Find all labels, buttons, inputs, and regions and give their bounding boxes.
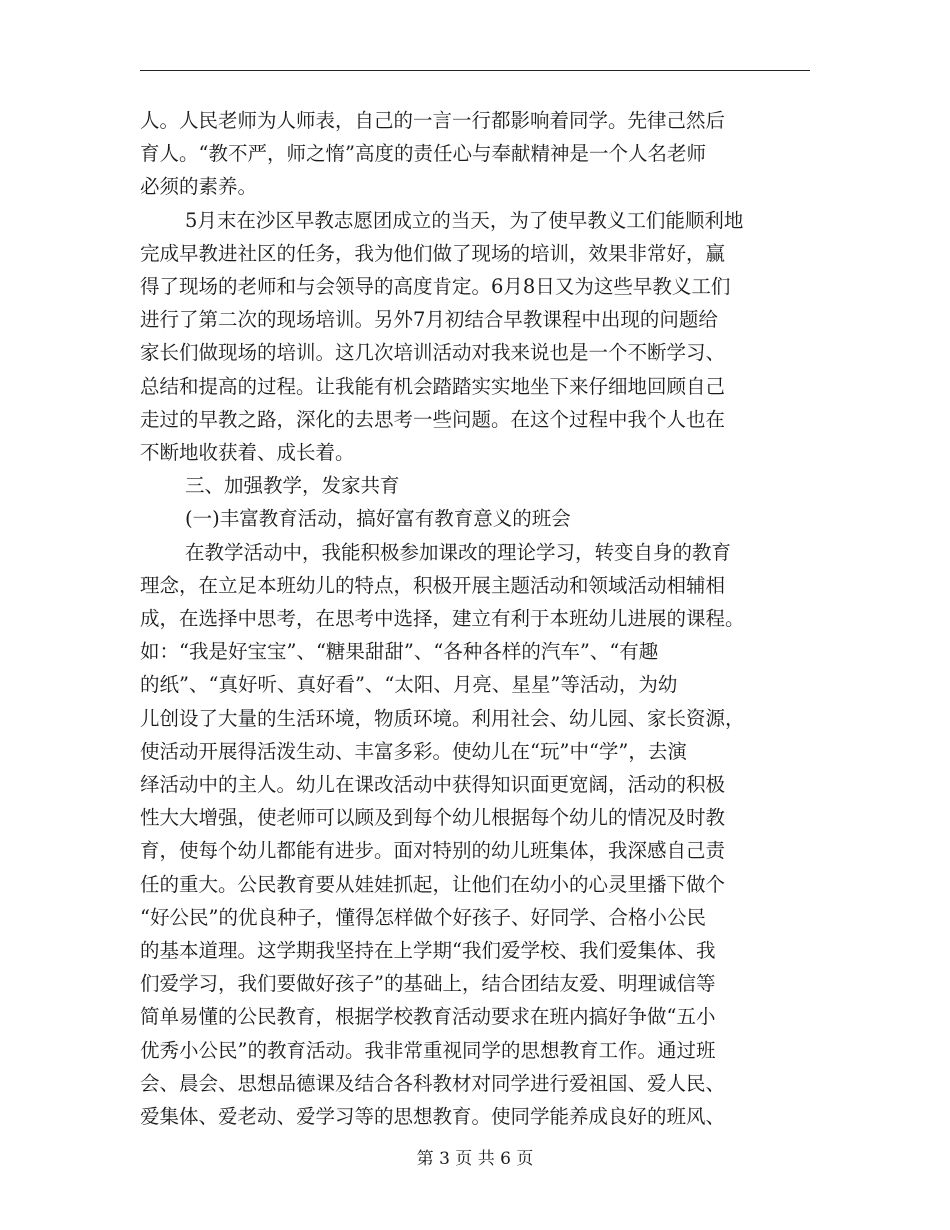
text-line: 育，使每个幼儿都能有进步。面对特别的幼儿班集体，我深感自己责 bbox=[140, 839, 726, 863]
text-line: 5月末在沙区早教志愿团成立的当天，为了使早教义工们能顺利地 bbox=[185, 208, 744, 232]
text-line: 育人。“教不严，师之惰”高度的责任心与奉献精神是一个人名老师 bbox=[140, 142, 706, 166]
text-line: 三、加强教学，发家共育 bbox=[185, 474, 400, 498]
text-line: 的基本道理。这学期我坚持在上学期“我们爱学校、我们爱集体、我 bbox=[140, 939, 716, 963]
text-line: 使活动开展得活泼生动、丰富多彩。使幼儿在“玩”中“学”，去演 bbox=[140, 739, 687, 763]
text-line: 进行了第二次的现场培训。另外7月初结合早教课程中出现的问题给 bbox=[140, 308, 718, 332]
page-footer: 第 3 页 共 6 页 bbox=[416, 1149, 534, 1169]
text-line: 会、晨会、思想品德课及结合各科教材对同学进行爱祖国、爱人民、 bbox=[140, 1071, 726, 1095]
text-line: 不断地收获着、成长着。 bbox=[140, 441, 355, 465]
text-line: 优秀小公民”的教育活动。我非常重视同学的思想教育工作。通过班 bbox=[140, 1038, 716, 1062]
text-line: 爱集体、爱老动、爱学习等的思想教育。使同学能养成良好的班风、 bbox=[140, 1105, 726, 1129]
text-line: 理念，在立足本班幼儿的特点，积极开展主题活动和领域活动相辅相 bbox=[140, 573, 726, 597]
text-line: 性大大增强，使老师可以顾及到每个幼儿根据每个幼儿的情况及时教 bbox=[140, 806, 726, 830]
text-line: 完成早教进社区的任务，我为他们做了现场的培训，效果非常好，赢 bbox=[140, 241, 726, 265]
text-line: 必须的素养。 bbox=[140, 175, 258, 199]
text-line: 们爱学习，我们要做好孩子”的基础上，结合团结友爱、明理诚信等 bbox=[140, 972, 716, 996]
text-line: 走过的早教之路，深化的去思考一些问题。在这个过程中我个人也在 bbox=[140, 407, 726, 431]
text-line: 人。人民老师为人师表，自己的一言一行都影响着同学。先律己然后 bbox=[140, 109, 726, 132]
text-line: 的纸”、“真好听、真好看”、“太阳、月亮、星星”等活动，为幼 bbox=[140, 673, 678, 697]
text-line: 简单易懂的公民教育，根据学校教育活动要求在班内搞好争做“五小 bbox=[140, 1005, 716, 1029]
text-line: 任的重大。公民教育要从娃娃抓起，让他们在幼小的心灵里播下做个 bbox=[140, 872, 726, 896]
text-line: 家长们做现场的培训。这几次培训活动对我来说也是一个不断学习、 bbox=[140, 341, 726, 365]
header-rule bbox=[140, 70, 810, 71]
document-body bbox=[140, 104, 812, 1133]
text-line: 绎活动中的主人。幼儿在课改活动中获得知识面更宽阔，活动的积极 bbox=[140, 773, 726, 797]
text-line: 成，在选择中思考，在思考中选择，建立有利于本班幼儿进展的课程。 bbox=[140, 607, 745, 631]
text-line: 儿创设了大量的生活环境，物质环境。利用社会、幼儿园、家长资源， bbox=[140, 706, 745, 730]
text-line: 总结和提高的过程。让我能有机会踏踏实实地坐下来仔细地回顾自己 bbox=[140, 374, 726, 398]
text-line: 得了现场的老师和与会领导的高度肯定。6月8日又为这些早教义工们 bbox=[140, 275, 731, 299]
text-line: (一)丰富教育活动，搞好富有教育意义的班会 bbox=[185, 507, 571, 531]
text-line: 如：“我是好宝宝”、“糖果甜甜”、“各种各样的汽车”、“有趣 bbox=[140, 640, 659, 664]
text-line: 在教学活动中，我能积极参加课改的理论学习，转变自身的教育 bbox=[185, 540, 732, 564]
text-line: “好公民”的优良种子，懂得怎样做个好孩子、好同学、合格小公民 bbox=[140, 905, 706, 929]
